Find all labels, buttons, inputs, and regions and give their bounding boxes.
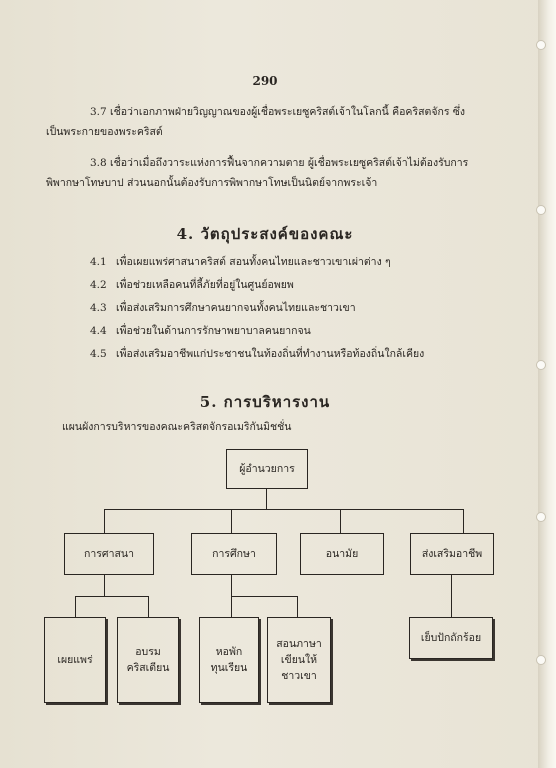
binding-hole bbox=[536, 360, 546, 370]
connector-line bbox=[148, 596, 149, 618]
org-box-occupation: ส่งเสริมอาชีพ bbox=[410, 533, 494, 575]
list-item: 4.4 เพื่อช่วยในด้านการรักษาพยาบาลคนยากจน bbox=[90, 325, 311, 337]
binding-hole bbox=[536, 655, 546, 665]
list-item: 4.5 เพื่อส่งเสริมอาชีพแก่ประชาชนในท้องถิ่นที่ทำงานหรือท้องถิ่นใกล้เคียง bbox=[90, 348, 425, 360]
section-5-heading: 5. การบริหารงาน bbox=[199, 393, 331, 411]
connector-line bbox=[231, 575, 232, 597]
connector-line bbox=[104, 575, 105, 597]
org-box-health: อนามัย bbox=[300, 533, 384, 575]
org-box-education: การศึกษา bbox=[191, 533, 277, 575]
connector-line bbox=[104, 509, 105, 534]
paragraph-3-8-line-1: 3.8 เชื่อว่าเมื่อถึงวาระแห่งการฟื้นจากความตาย ผู้เชื่อพระเยซูคริสต์เจ้าไม่ต้องรับการ bbox=[90, 157, 469, 169]
connector-line bbox=[231, 596, 232, 618]
paragraph-3-8-line-2: พิพากษาโทษบาป ส่วนนอกนั้นต้องรับการพิพากษาโทษเป็นนิตย์จากพระเจ้า bbox=[46, 177, 378, 189]
connector-line bbox=[231, 509, 232, 534]
list-item: 4.1 เพื่อเผยแพร่ศาสนาคริสต์ สอนทั้งคนไทยและชาวเขาเผ่าต่าง ๆ bbox=[90, 256, 391, 268]
org-box-religion: การศาสนา bbox=[64, 533, 154, 575]
connector-line bbox=[340, 509, 341, 534]
connector-line bbox=[463, 509, 464, 534]
page-number: 290 bbox=[252, 74, 278, 88]
connector-line bbox=[231, 596, 298, 597]
org-box-dormitory-scholarship: หอพัก ทุนเรียน bbox=[199, 617, 259, 703]
connector-line bbox=[104, 509, 464, 510]
binding-hole bbox=[536, 40, 546, 50]
connector-line bbox=[297, 596, 298, 618]
binding-hole bbox=[536, 205, 546, 215]
section-4-heading: 4. วัตถุประสงค์ของคณะ bbox=[176, 225, 354, 243]
page-edge bbox=[538, 0, 556, 768]
list-item: 4.3 เพื่อส่งเสริมการศึกษาคนยากจนทั้งคนไทยและชาวเขา bbox=[90, 302, 356, 314]
list-item: 4.2 เพื่อช่วยเหลือคนที่ลี้ภัยที่อยู่ในศูนย์อพยพ bbox=[90, 279, 294, 291]
chart-caption: แผนผังการบริหารของคณะคริสตจักรอเมริกันมิชชั่น bbox=[62, 421, 292, 433]
connector-line bbox=[75, 596, 76, 618]
org-box-christian-training: อบรม คริสเตียน bbox=[117, 617, 179, 703]
connector-line bbox=[451, 575, 452, 617]
connector-line bbox=[266, 488, 267, 510]
binding-hole bbox=[536, 512, 546, 522]
paragraph-3-7-line-2: เป็นพระกายของพระคริสต์ bbox=[46, 126, 163, 138]
org-box-evangelism: เผยแพร่ bbox=[44, 617, 106, 703]
paragraph-3-7-line-1: 3.7 เชื่อว่าเอกภาพฝ่ายวิญญาณของผู้เชื่อพระเยซูคริสต์เจ้าในโลกนี้ คือคริสตจักร ซึ่ง bbox=[90, 106, 466, 118]
org-box-director: ผู้อำนวยการ bbox=[226, 449, 308, 489]
org-box-teach-hilltribe: สอนภาษา เขียนให้ ชาวเขา bbox=[267, 617, 331, 703]
org-box-embroidery: เย็บปักถักร้อย bbox=[409, 617, 493, 659]
connector-line bbox=[75, 596, 149, 597]
